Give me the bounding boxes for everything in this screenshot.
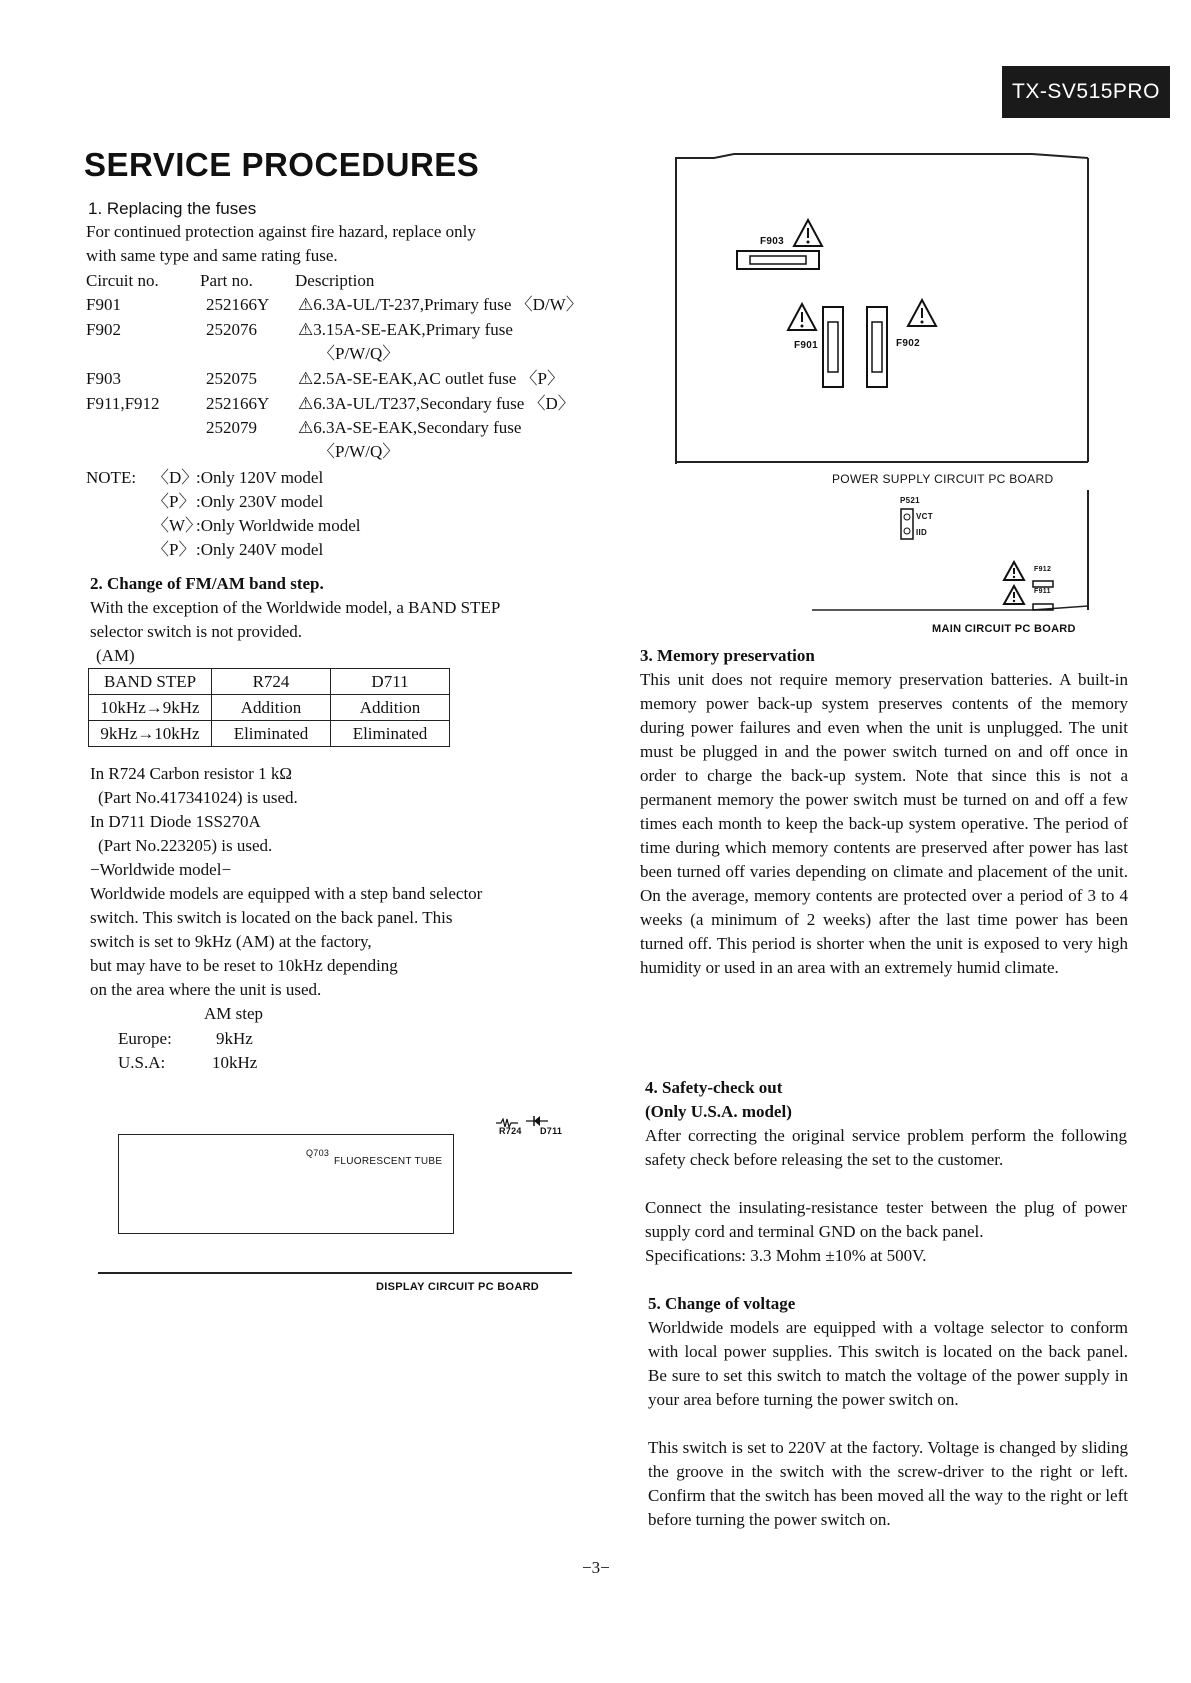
fuse-part: 252076 [206, 320, 257, 339]
board-edge [98, 1272, 572, 1274]
worldwide-line: switch is set to 9kHz (AM) at the factory, [90, 932, 372, 951]
tube-label: FLUORESCENT TUBE [334, 1156, 443, 1167]
f912-label: F912 [1034, 566, 1052, 573]
table-header-row [89, 669, 450, 695]
vct-label: VCT [916, 512, 933, 521]
table-header: R724 [212, 669, 331, 695]
col-circuit: Circuit no. [86, 271, 159, 290]
f911-label: F911 [1034, 588, 1051, 595]
safety-spec: Specifications: 3.3 Mohm ±10% at 500V. [645, 1246, 927, 1265]
fuse-f912 [1032, 575, 1054, 583]
voltage-heading: 5. Change of voltage [648, 1294, 796, 1313]
fuse-part: 252166Y [206, 295, 270, 314]
fuse-f903 [736, 250, 820, 270]
table-cell: Addition [331, 695, 450, 721]
table-cell: Eliminated [212, 721, 331, 747]
page-title: SERVICE PROCEDURES [84, 146, 480, 183]
note-code: 〈W〉 [152, 516, 203, 535]
fluorescent-tube-box [118, 1134, 454, 1234]
voltage-body-2: This switch is set to 220V at the factory. Voltage is changed by sliding the groove in the switch with the screw-driver to the right or left. Confirm that the switch has been moved all the way to the right or left before turning the power switch on. [648, 1438, 1128, 1529]
safety-sub: (Only U.S.A. model) [645, 1102, 792, 1121]
fuses-heading: 1. Replacing the fuses [88, 199, 257, 218]
note-label: NOTE: [86, 468, 137, 487]
fuse-part: 252079 [206, 418, 257, 437]
d711-label: D711 [540, 1126, 563, 1136]
fuse-desc: ⚠6.3A-UL/T-237,Primary fuse 〈D/W〉 [298, 295, 583, 314]
fuse-f902 [866, 306, 888, 388]
worldwide-line: but may have to be reset to 10kHz depending [90, 956, 398, 975]
warning-icon: ⚠ [298, 369, 314, 388]
band-am: (AM) [96, 646, 135, 665]
warning-icon [792, 218, 824, 248]
fuses-intro-2: with same type and same rating fuse. [86, 246, 338, 265]
q703-label: Q703 [306, 1148, 330, 1158]
r724-line-1: In R724 Carbon resistor 1 kΩ [90, 764, 292, 783]
table-cell: 10kHz→9kHz [89, 695, 212, 721]
model-badge: TX-SV515PRO [1002, 66, 1170, 118]
safety-body-2: Connect the insulating-resistance tester between the plug of power supply cord and terminal GND on the back panel. [645, 1198, 1127, 1241]
page-number: −3− [582, 1558, 610, 1577]
note-code: 〈D〉 [152, 468, 199, 487]
warning-icon: ⚠ [298, 394, 314, 413]
fuses-intro-1: For continued protection against fire hazard, replace only [86, 222, 476, 241]
note-text: :Only 230V model [196, 492, 324, 511]
band-heading: 2. Change of FM/AM band step. [90, 574, 324, 593]
europe-label: Europe: [118, 1029, 172, 1048]
warning-icon [1002, 560, 1026, 582]
fuse-circuit: F901 [86, 295, 121, 314]
fuse-desc: ⚠2.5A-SE-EAK,AC outlet fuse 〈P〉 [298, 369, 564, 388]
col-desc: Description [295, 271, 375, 290]
fuse-f911 [1032, 598, 1054, 606]
r724-line-2: (Part No.417341024) is used. [98, 788, 298, 807]
voltage-body-1: Worldwide models are equipped with a voltage selector to conform with local power supplies. This switch is located on the back panel. Be sure to set this switch to match the voltage of the power supply in your area before turning the power switch on. [648, 1318, 1128, 1409]
fuse-part: 252075 [206, 369, 257, 388]
fuse-circuit: F911,F912 [86, 394, 160, 413]
diode-icon [526, 1114, 548, 1126]
d711-line-1: In D711 Diode 1SS270A [90, 812, 261, 831]
table-row [89, 721, 450, 747]
warning-icon: ⚠ [298, 320, 314, 339]
display-board-caption: DISPLAY CIRCUIT PC BOARD [376, 1281, 540, 1293]
band-line-2: selector switch is not provided. [90, 622, 302, 641]
connector-p521 [900, 508, 914, 540]
note-text: :Only 240V model [196, 540, 324, 559]
main-board-fragment [812, 490, 1090, 615]
fuse-part: 252166Y [206, 394, 270, 413]
fuse-desc: ⚠6.3A-UL/T237,Secondary fuse 〈D〉 [298, 394, 575, 413]
worldwide-line: switch. This switch is located on the back panel. This [90, 908, 453, 927]
f902-label: F902 [896, 338, 920, 349]
table-header: D711 [331, 669, 450, 695]
safety-heading: 4. Safety-check out [645, 1078, 783, 1097]
warning-icon [906, 298, 938, 328]
f901-label: F901 [794, 340, 818, 351]
fuse-desc: ⚠6.3A-SE-EAK,Secondary fuse [298, 418, 522, 437]
main-board-caption: MAIN CIRCUIT PC BOARD [932, 623, 1076, 635]
fuse-desc: ⚠3.15A-SE-EAK,Primary fuse [298, 320, 513, 339]
d711-line-2: (Part No.223205) is used. [98, 836, 273, 855]
table-row [89, 695, 450, 721]
memory-heading: 3. Memory preservation [640, 646, 815, 665]
band-step-table [88, 668, 450, 747]
warning-icon: ⚠ [298, 295, 314, 314]
fuse-desc-cont: 〈P/W/Q〉 [318, 442, 400, 461]
usa-value: 10kHz [212, 1053, 258, 1072]
p521-label: P521 [900, 496, 920, 505]
table-cell: 9kHz→10kHz [89, 721, 212, 747]
note-code: 〈P〉 [152, 540, 196, 559]
fuse-desc-cont: 〈P/W/Q〉 [318, 344, 400, 363]
warning-icon [1002, 584, 1026, 606]
fuse-circuit: F902 [86, 320, 121, 339]
table-cell: Addition [212, 695, 331, 721]
worldwide-title: −Worldwide model− [90, 860, 232, 879]
warning-icon: ⚠ [298, 418, 314, 437]
europe-value: 9kHz [216, 1029, 253, 1048]
note-text: :Only 120V model [196, 468, 324, 487]
f903-label: F903 [760, 236, 784, 247]
fuse-f901 [822, 306, 844, 388]
note-text: :Only Worldwide model [196, 516, 361, 535]
power-board-caption: POWER SUPPLY CIRCUIT PC BOARD [832, 472, 1054, 486]
worldwide-line: Worldwide models are equipped with a step band selector [90, 884, 483, 903]
iid-label: IID [916, 528, 928, 537]
memory-body: This unit does not require memory preservation batteries. A built-in memory power back-up system preserves contents of the memory during power failures and even when the unit is unplugged. The unit must be plugged in and the power switch turned on and off once in order to charge the back-up system. Note that since this is not a permanent memory the power switch must be turned on and off a few times each month to keep the back-up system operative. The period of time during which memory contents are preserved after power has last been turned off varies depending on climate and placement of the unit. On the average, memory contents are protected over a period of 3 to 4 weeks (a minimum of 2 weeks) after the last time power has been turned off. This period is shorter when the unit is exposed to very high humidity or used in an area with an extremely humid climate. [640, 670, 1128, 977]
warning-icon [786, 302, 818, 332]
usa-label: U.S.A: [118, 1053, 166, 1072]
amstep-label: AM step [204, 1004, 264, 1023]
table-cell: Eliminated [331, 721, 450, 747]
safety-body-1: After correcting the original service problem perform the following safety check before releasing the set to the customer. [645, 1126, 1127, 1169]
fuse-circuit: F903 [86, 369, 121, 388]
col-part: Part no. [200, 271, 253, 290]
r724-label: R724 [499, 1126, 522, 1136]
note-code: 〈P〉 [152, 492, 196, 511]
worldwide-line: on the area where the unit is used. [90, 980, 322, 999]
band-line-1: With the exception of the Worldwide model, a BAND STEP [90, 598, 501, 617]
table-header: BAND STEP [89, 669, 212, 695]
resistor-icon [496, 1115, 518, 1125]
